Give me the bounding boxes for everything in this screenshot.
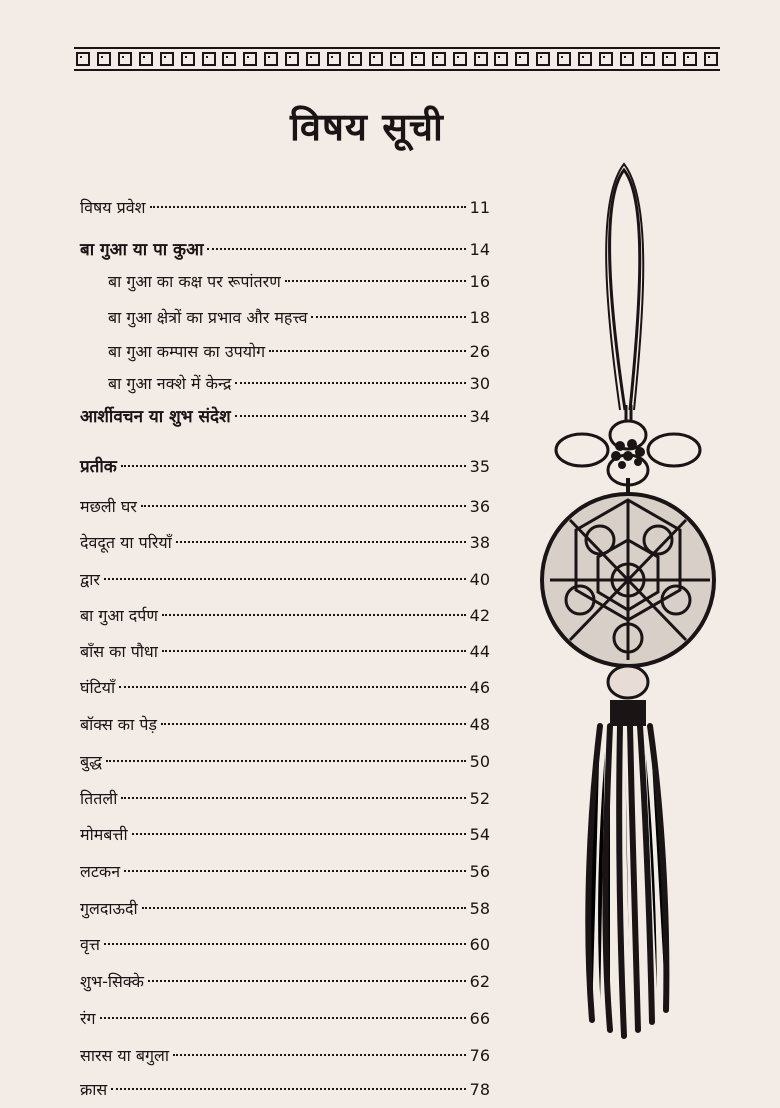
leader-dots bbox=[161, 723, 466, 725]
border-square-icon bbox=[474, 52, 488, 66]
border-square-icon bbox=[390, 52, 404, 66]
border-square-icon bbox=[536, 52, 550, 66]
border-square-icon bbox=[453, 52, 467, 66]
leader-dots bbox=[148, 980, 466, 982]
border-square-icon bbox=[118, 52, 132, 66]
leader-dots bbox=[132, 833, 466, 835]
entry-label: बा गुआ या पा कुआ bbox=[80, 240, 204, 260]
entry-label: देवदूत या परियाँ bbox=[80, 533, 172, 552]
toc-entry bbox=[80, 1044, 490, 1068]
border-square-icon bbox=[515, 52, 529, 66]
leader-dots bbox=[119, 686, 466, 688]
entry-page: 44 bbox=[469, 642, 490, 661]
leader-dots bbox=[104, 578, 466, 580]
toc-entry bbox=[80, 604, 490, 628]
page-title: विषय सूची bbox=[290, 105, 444, 149]
entry-page: 60 bbox=[469, 935, 490, 954]
entry-page: 34 bbox=[469, 407, 490, 426]
entry-label: रंग bbox=[80, 1009, 96, 1028]
entry-page: 56 bbox=[469, 862, 490, 881]
toc-entry bbox=[80, 787, 490, 811]
toc-entry bbox=[108, 306, 490, 330]
border-square-icon bbox=[641, 52, 655, 66]
border-square-icon bbox=[243, 52, 257, 66]
leader-dots bbox=[121, 465, 466, 467]
toc-entry bbox=[108, 340, 490, 364]
toc-entry bbox=[80, 860, 490, 884]
leader-dots bbox=[269, 350, 465, 352]
leader-dots bbox=[142, 907, 466, 909]
border-square-icon bbox=[683, 52, 697, 66]
border-square-icon bbox=[285, 52, 299, 66]
leader-dots bbox=[311, 316, 465, 318]
leader-dots bbox=[176, 541, 466, 543]
border-square-icon bbox=[264, 52, 278, 66]
entry-label: बुद्ध bbox=[80, 752, 102, 771]
border-square-icon bbox=[704, 52, 718, 66]
border-square-icon bbox=[348, 52, 362, 66]
entry-label: गुलदाऊदी bbox=[80, 899, 138, 918]
entry-label: प्रतीक bbox=[80, 457, 117, 477]
entry-label: सारस या बगुला bbox=[80, 1046, 170, 1065]
toc-entry bbox=[108, 372, 490, 396]
border-square-icon bbox=[181, 52, 195, 66]
border-square-icon bbox=[620, 52, 634, 66]
entry-label: बा गुआ कम्पास का उपयोग bbox=[108, 342, 266, 361]
border-square-icon bbox=[557, 52, 571, 66]
border-square-icon bbox=[222, 52, 236, 66]
entry-page: 78 bbox=[469, 1080, 490, 1099]
entry-label: मछली घर bbox=[80, 497, 137, 516]
toc-entry bbox=[80, 970, 490, 994]
border-square-icon bbox=[599, 52, 613, 66]
toc-entry bbox=[80, 713, 490, 737]
entry-label: विषय प्रवेश bbox=[80, 198, 146, 217]
entry-label: आर्शीवचन या शुभ संदेश bbox=[80, 407, 231, 427]
toc-entry bbox=[80, 531, 490, 555]
entry-label: मोमबत्ती bbox=[80, 825, 128, 844]
leader-dots bbox=[150, 206, 466, 208]
entry-label: बाँस का पौधा bbox=[80, 642, 158, 661]
leader-dots bbox=[111, 1088, 465, 1090]
border-square-icon bbox=[578, 52, 592, 66]
entry-label: वृत्त bbox=[80, 935, 100, 954]
entry-page: 52 bbox=[469, 789, 490, 808]
entry-page: 50 bbox=[469, 752, 490, 771]
toc-entry bbox=[80, 640, 490, 664]
entry-label: बा गुआ नक्शे में केन्द्र bbox=[108, 374, 232, 393]
leader-dots bbox=[235, 382, 465, 384]
border-square-icon bbox=[369, 52, 383, 66]
toc-entry bbox=[80, 897, 490, 921]
entry-page: 54 bbox=[469, 825, 490, 844]
entry-page: 35 bbox=[469, 457, 490, 476]
toc-entry bbox=[80, 1078, 490, 1102]
entry-page: 46 bbox=[469, 678, 490, 697]
entry-label: तितली bbox=[80, 789, 118, 808]
toc-entry bbox=[80, 455, 490, 479]
entry-page: 11 bbox=[469, 198, 490, 217]
leader-dots bbox=[285, 280, 466, 282]
border-square-icon bbox=[306, 52, 320, 66]
entry-page: 40 bbox=[469, 570, 490, 589]
toc-entry bbox=[80, 823, 490, 847]
leader-dots bbox=[121, 797, 465, 799]
entry-page: 58 bbox=[469, 899, 490, 918]
leader-dots bbox=[124, 870, 466, 872]
entry-page: 36 bbox=[469, 497, 490, 516]
entry-label: शुभ-सिक्के bbox=[80, 972, 144, 991]
toc-entry bbox=[108, 270, 490, 294]
entry-page: 38 bbox=[469, 533, 490, 552]
border-square-icon bbox=[411, 52, 425, 66]
entry-page: 14 bbox=[469, 240, 490, 259]
toc-entry bbox=[80, 933, 490, 957]
toc-entry bbox=[80, 676, 490, 700]
tassel-ornament-icon bbox=[540, 160, 720, 1040]
leader-dots bbox=[106, 760, 466, 762]
entry-label: बा गुआ क्षेत्रों का प्रभाव और महत्त्व bbox=[108, 308, 308, 327]
toc-entry bbox=[80, 196, 490, 220]
entry-page: 66 bbox=[469, 1009, 490, 1028]
leader-dots bbox=[207, 248, 465, 250]
border-square-icon bbox=[202, 52, 216, 66]
leader-dots bbox=[162, 614, 466, 616]
entry-page: 42 bbox=[469, 606, 490, 625]
entry-label: घंटियाँ bbox=[80, 678, 116, 697]
entry-label: द्वार bbox=[80, 570, 100, 589]
entry-label: क्रास bbox=[80, 1080, 108, 1099]
toc-entry bbox=[80, 405, 490, 429]
border-square-icon bbox=[662, 52, 676, 66]
leader-dots bbox=[162, 650, 466, 652]
entry-label: बॉक्स का पेड़ bbox=[80, 715, 157, 734]
border-square-icon bbox=[160, 52, 174, 66]
entry-label: बा गुआ का कक्ष पर रूपांतरण bbox=[108, 272, 281, 291]
entry-label: लटकन bbox=[80, 862, 121, 881]
entry-page: 76 bbox=[469, 1046, 490, 1065]
leader-dots bbox=[235, 415, 466, 417]
entry-page: 18 bbox=[469, 308, 490, 327]
entry-page: 16 bbox=[469, 272, 490, 291]
toc-entry bbox=[80, 568, 490, 592]
toc-entry bbox=[80, 750, 490, 774]
entry-page: 48 bbox=[469, 715, 490, 734]
entry-page: 62 bbox=[469, 972, 490, 991]
border-square-icon bbox=[76, 52, 90, 66]
border-square-icon bbox=[432, 52, 446, 66]
leader-dots bbox=[100, 1017, 466, 1019]
border-square-icon bbox=[327, 52, 341, 66]
entry-page: 26 bbox=[469, 342, 490, 361]
border-square-icon bbox=[494, 52, 508, 66]
entry-page: 30 bbox=[469, 374, 490, 393]
leader-dots bbox=[141, 505, 466, 507]
decorative-border bbox=[74, 47, 720, 71]
border-square-icon bbox=[97, 52, 111, 66]
toc-entry bbox=[80, 238, 490, 262]
entry-label: बा गुआ दर्पण bbox=[80, 606, 158, 625]
toc-entry bbox=[80, 1007, 490, 1031]
toc-entry bbox=[80, 495, 490, 519]
border-square-icon bbox=[139, 52, 153, 66]
leader-dots bbox=[104, 943, 466, 945]
leader-dots bbox=[173, 1054, 466, 1056]
